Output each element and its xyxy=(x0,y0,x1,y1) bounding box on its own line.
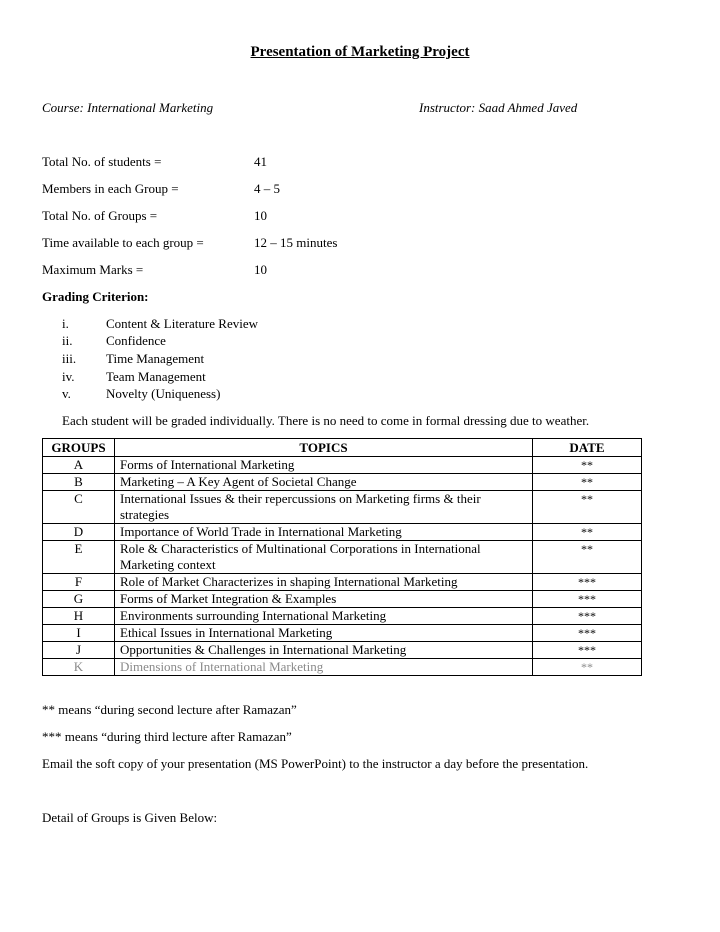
group-cell: I xyxy=(43,625,115,642)
topic-cell: Environments surrounding International Marketing xyxy=(115,608,533,625)
column-header-date: DATE xyxy=(533,439,642,457)
criterion-number: i. xyxy=(62,316,69,331)
date-cell: ** xyxy=(533,491,642,524)
stat-label: Maximum Marks = xyxy=(42,262,144,277)
date-cell: ** xyxy=(533,541,642,574)
criterion-number: v. xyxy=(62,386,71,401)
table-row xyxy=(43,457,642,474)
date-cell: ** xyxy=(533,524,642,541)
group-cell: K xyxy=(43,659,115,676)
column-header-topics: TOPICS xyxy=(115,439,533,457)
group-cell: E xyxy=(43,541,115,574)
group-cell: F xyxy=(43,574,115,591)
topic-cell: Role & Characteristics of Multinational Corporations in International Marketing context xyxy=(115,541,533,574)
column-header-groups: GROUPS xyxy=(43,439,115,457)
topic-cell: Ethical Issues in International Marketing xyxy=(115,625,533,642)
stat-value: 10 xyxy=(254,262,267,277)
table-row xyxy=(43,608,642,625)
table-row xyxy=(43,659,642,676)
table-row xyxy=(43,642,642,659)
date-cell: *** xyxy=(533,642,642,659)
table-header-row xyxy=(43,439,642,457)
topic-cell: Role of Market Characterizes in shaping International Marketing xyxy=(115,574,533,591)
criterion-text: Novelty (Uniqueness) xyxy=(106,386,221,401)
legend-double-star: ** means “during second lecture after Ramazan” xyxy=(42,702,297,717)
detail-heading: Detail of Groups is Given Below: xyxy=(42,810,218,825)
stat-label: Time available to each group = xyxy=(42,235,204,250)
group-cell: H xyxy=(43,608,115,625)
topic-cell: Importance of World Trade in International Marketing xyxy=(115,524,533,541)
criterion-text: Time Management xyxy=(106,351,205,366)
table-row xyxy=(43,524,642,541)
topic-cell: Forms of International Marketing xyxy=(115,457,533,474)
table-row xyxy=(43,591,642,608)
date-cell: *** xyxy=(533,608,642,625)
groups-table xyxy=(42,438,642,676)
stat-value: 10 xyxy=(254,208,267,223)
criterion-text: Content & Literature Review xyxy=(106,316,258,331)
group-cell: J xyxy=(43,642,115,659)
date-cell: ** xyxy=(533,474,642,491)
date-cell: *** xyxy=(533,574,642,591)
criterion-text: Team Management xyxy=(106,369,206,384)
stat-value: 4 – 5 xyxy=(254,181,280,196)
table-row xyxy=(43,541,642,574)
group-cell: A xyxy=(43,457,115,474)
topic-cell: International Issues & their repercussions on Marketing firms & their strategies xyxy=(115,491,533,524)
date-cell: *** xyxy=(533,591,642,608)
criterion-number: iii. xyxy=(62,351,77,366)
instructor-label: Instructor: Saad Ahmed Javed xyxy=(419,100,578,115)
topic-cell: Opportunities & Challenges in International Marketing xyxy=(115,642,533,659)
topic-cell: Marketing – A Key Agent of Societal Change xyxy=(115,474,533,491)
grading-heading: Grading Criterion: xyxy=(42,289,149,304)
group-cell: G xyxy=(43,591,115,608)
criterion-number: ii. xyxy=(62,333,73,348)
stat-label: Members in each Group = xyxy=(42,181,179,196)
criterion-text: Confidence xyxy=(106,333,166,348)
topic-cell: Dimensions of International Marketing xyxy=(115,659,533,676)
legend-triple-star: *** means “during third lecture after Ramazan” xyxy=(42,729,292,744)
date-cell: ** xyxy=(533,457,642,474)
stat-value: 12 – 15 minutes xyxy=(254,235,338,250)
date-cell: ** xyxy=(533,659,642,676)
page-title: Presentation of Marketing Project xyxy=(250,44,470,60)
table-row xyxy=(43,491,642,524)
table-row xyxy=(43,625,642,642)
email-note: Email the soft copy of your presentation (MS PowerPoint) to the instructor a day before the presentation. xyxy=(42,756,589,771)
table-row xyxy=(43,474,642,491)
course-label: Course: International Marketing xyxy=(42,100,214,115)
criterion-number: iv. xyxy=(62,369,75,384)
date-cell: *** xyxy=(533,625,642,642)
table-row xyxy=(43,574,642,591)
group-cell: D xyxy=(43,524,115,541)
stat-value: 41 xyxy=(254,154,267,169)
stat-label: Total No. of students = xyxy=(42,154,162,169)
grading-note: Each student will be graded individually. There is no need to come in formal dressing due to weather. xyxy=(62,413,590,428)
group-cell: C xyxy=(43,491,115,524)
group-cell: B xyxy=(43,474,115,491)
topic-cell: Forms of Market Integration & Examples xyxy=(115,591,533,608)
stat-label: Total No. of Groups = xyxy=(42,208,158,223)
